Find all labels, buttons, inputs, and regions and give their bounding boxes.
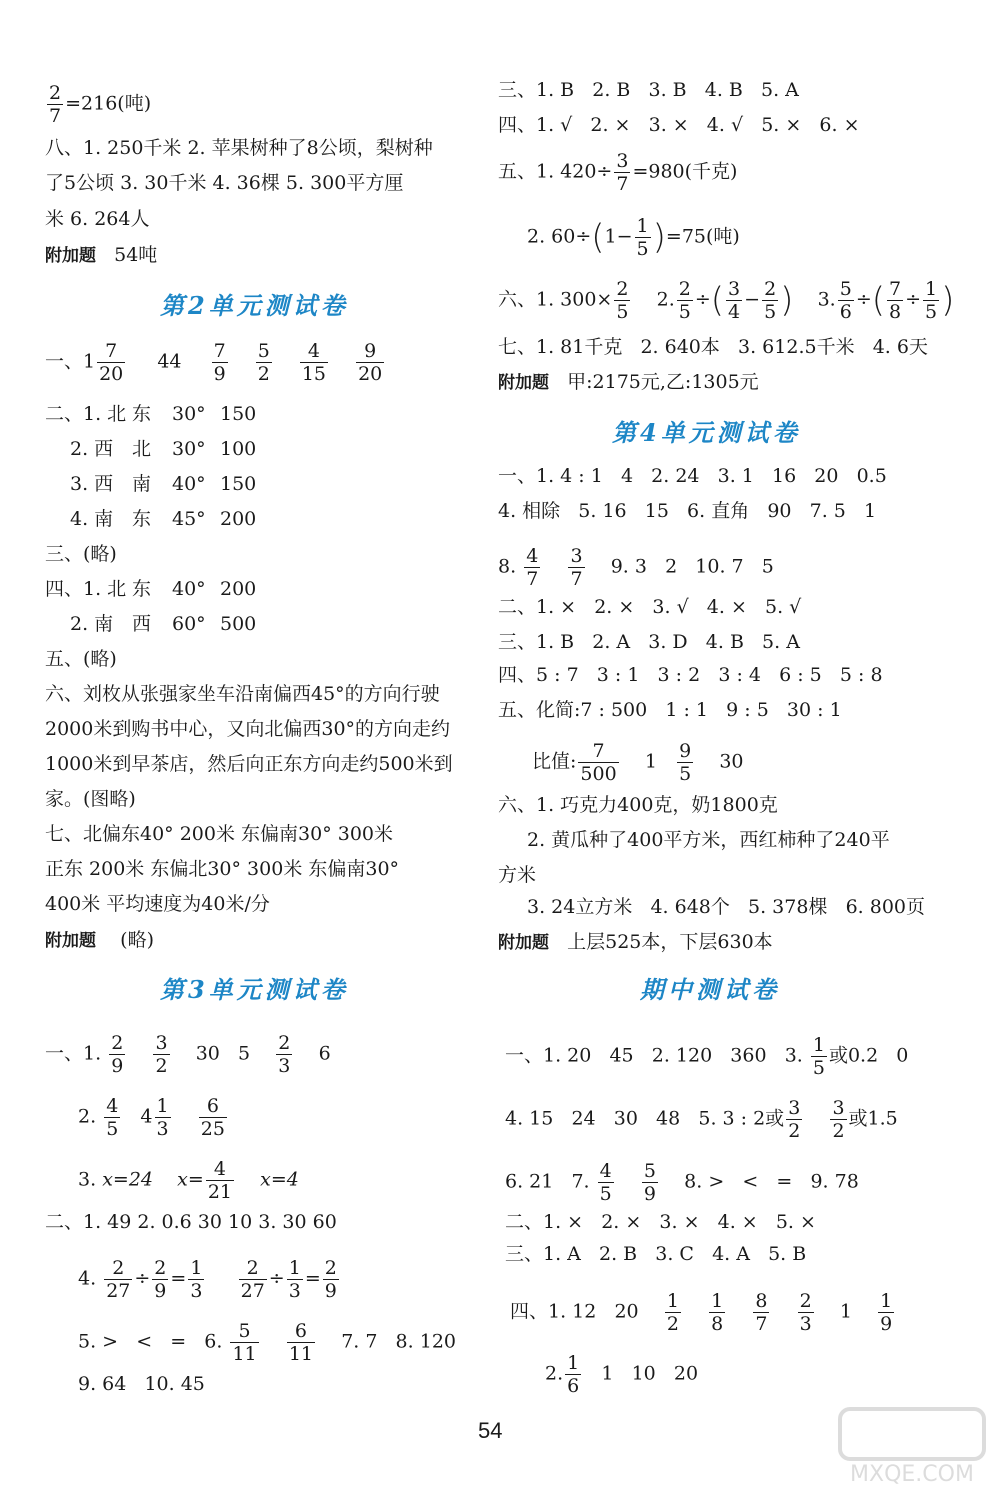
watermark-logo — [832, 1403, 992, 1493]
u4-6: 四、5 : 7 3 : 1 3 : 2 3 : 4 6 : 5 5 : 8 — [498, 664, 883, 686]
l2: 了5公顷 3. 30千米 4. 36棵 5. 300平方厘 — [45, 172, 404, 194]
u2-r3: 3. 西 南 40° 150 — [70, 473, 257, 495]
r2: 四、1. √ 2. × 3. × 4. √ 5. × 6. × — [498, 114, 860, 136]
u2-r5: 四、1. 北 东 40° 200 — [45, 578, 257, 600]
u2-s6d: 家。(图略) — [45, 788, 136, 810]
m7: 2. $\frac{1}{6}$ 1 10 20 — [545, 1352, 699, 1397]
l3: 米 6. 264人 — [45, 208, 150, 230]
r5: 六、1. 300× $\frac{2}{5}$ 2. $\frac{2}{5}$ ÷( $\frac{3}{4}$ − $\frac{2}{5}$ ) 3. $\frac{5}{6}$ ÷( $\frac{7}{8}$ ÷ $\frac{1}{5}$ ) — [498, 278, 955, 323]
u2-r2: 2. 西 北 30° 100 — [70, 438, 257, 460]
u3-4: 二、1. 49 2. 0.6 30 10 3. 30 60 — [45, 1211, 337, 1233]
l1: 八、1. 250千米 2. 苹果树种了8公顷，梨树种 — [45, 137, 433, 159]
page-number: 54 — [478, 1418, 503, 1443]
u4-5: 三、1. B 2. A 3. D 4. B 5. A — [498, 631, 800, 653]
u4-2: 4. 相除 5. 16 15 6. 直角 90 7. 5 1 — [498, 500, 877, 522]
m5: 三、1. A 2. B 3. C 4. A 5. B — [505, 1243, 807, 1265]
m3: 6. 21 7. $\frac{4}{5}$ $\frac{5}{9}$ 8. > < = 9. 78 — [505, 1160, 859, 1205]
m6: 四、1. 12 20 $\frac{1}{2}$ $\frac{1}{8}$ $\frac{8}{7}$ $\frac{2}{3}$ 1 $\frac{1}{9}$ — [510, 1290, 893, 1335]
watermark-text: MXQE.COM — [850, 1462, 974, 1487]
u2-q1: 一、1 $\frac{7}{20}$ 44 $\frac{7}{9}$ $\frac{5}{2}$ $\frac{4}{15}$ $\frac{9}{20}$ — [45, 340, 383, 385]
u3-2: 2. $\frac{4}{5}$ 4 $\frac{1}{3}$ $\frac{6}{25}$ — [78, 1095, 225, 1140]
u4-12: 3. 24立方米 4. 648个 5. 378棵 6. 800页 — [527, 896, 925, 918]
u4-7: 五、化简:7 : 500 1 : 1 9 : 5 30 : 1 — [498, 699, 842, 721]
m1: 一、1. 20 45 2. 120 360 3. $\frac{1}{5}$ 或0.2 0 — [505, 1034, 909, 1079]
u2-s6b: 2000米到购书中心，又向北偏西30°的方向走约 — [45, 718, 451, 740]
u2-s7a: 七、北偏东40° 200米 东偏南30° 300米 — [45, 823, 394, 845]
unit3-heading: 第3单元测试卷 — [160, 975, 349, 1004]
u3-6: 5. > < = 6. $\frac{5}{11}$ $\frac{6}{11}$ 7. 7 8. 120 — [78, 1320, 456, 1365]
u4-11: 方米 — [498, 864, 537, 886]
u3-3: 3. x=24 x= $\frac{4}{21}$ x=4 — [78, 1158, 299, 1203]
midterm-heading: 期中测试卷 — [640, 975, 780, 1004]
u4-10: 2. 黄瓜种了400平方米，西红柿种了240平 — [527, 829, 890, 851]
u2-r6: 2. 南 西 60° 500 — [70, 613, 257, 635]
r3: 五、1. 420÷ $\frac{3}{7}$ =980(千克) — [498, 150, 738, 195]
u3-1: 一、1. $\frac{2}{9}$ $\frac{3}{2}$ 30 5 $\frac{2}{3}$ 6 — [45, 1032, 331, 1077]
u4-3: 8. $\frac{4}{7}$ $\frac{3}{7}$ 9. 3 2 10. 7 5 — [498, 545, 774, 590]
l4: 附加题 54吨 — [45, 244, 158, 266]
u2-r4: 4. 南 东 45° 200 — [70, 508, 257, 530]
r7: 附加题 甲:2175元,乙:1305元 — [498, 371, 759, 393]
unit4-heading: 第4单元测试卷 — [612, 418, 801, 447]
u2-s7b: 正东 200米 东偏北30° 300米 东偏南30° — [45, 858, 400, 880]
u2-s6a: 六、刘枚从张强家坐车沿南偏西45°的方向行驶 — [45, 683, 440, 705]
u4-1: 一、1. 4 : 1 4 2. 24 3. 1 16 20 0.5 — [498, 465, 887, 487]
u4-extra: 附加题 上层525本，下层630本 — [498, 931, 773, 953]
u2-r1: 二、1. 北 东 30° 150 — [45, 403, 257, 425]
u4-9: 六、1. 巧克力400克，奶1800克 — [498, 794, 778, 816]
r6: 七、1. 81千克 2. 640本 3. 612.5千米 4. 6天 — [498, 336, 928, 358]
unit2-heading: 第2单元测试卷 — [160, 291, 349, 320]
u2-extra: 附加题 (略) — [45, 929, 154, 951]
u3-5: 4. $\frac{2}{27}$ ÷ $\frac{2}{9}$ = $\frac{1}{3}$ $\frac{2}{27}$ ÷ $\frac{1}{3}$ = $\frac{2}{9}$ — [78, 1257, 337, 1302]
m4: 二、1. × 2. × 3. × 4. × 5. × — [505, 1211, 816, 1233]
u2-s6c: 1000米到早茶店，然后向正东方向走约500米到 — [45, 753, 453, 775]
m2: 4. 15 24 30 48 5. 3 : 2或 $\frac{3}{2}$ $\frac{3}{2}$ 或1.5 — [505, 1097, 898, 1142]
l0: $\frac{2}{7}$ =216(吨) — [49, 82, 152, 127]
u4-4: 二、1. × 2. × 3. √ 4. × 5. √ — [498, 596, 802, 618]
u2-s5: 五、(略) — [45, 648, 117, 670]
r1: 三、1. B 2. B 3. B 4. B 5. A — [498, 79, 799, 101]
u2-s3: 三、(略) — [45, 543, 117, 565]
u4-8: 比值: $\frac{7}{500}$ 1 $\frac{9}{5}$ 30 — [532, 740, 744, 785]
u2-s7c: 400米 平均速度为40米/分 — [45, 893, 270, 915]
u3-7: 9. 64 10. 45 — [78, 1373, 205, 1395]
r4: 2. 60÷(1− $\frac{1}{5}$ )=75(吨) — [527, 215, 740, 260]
